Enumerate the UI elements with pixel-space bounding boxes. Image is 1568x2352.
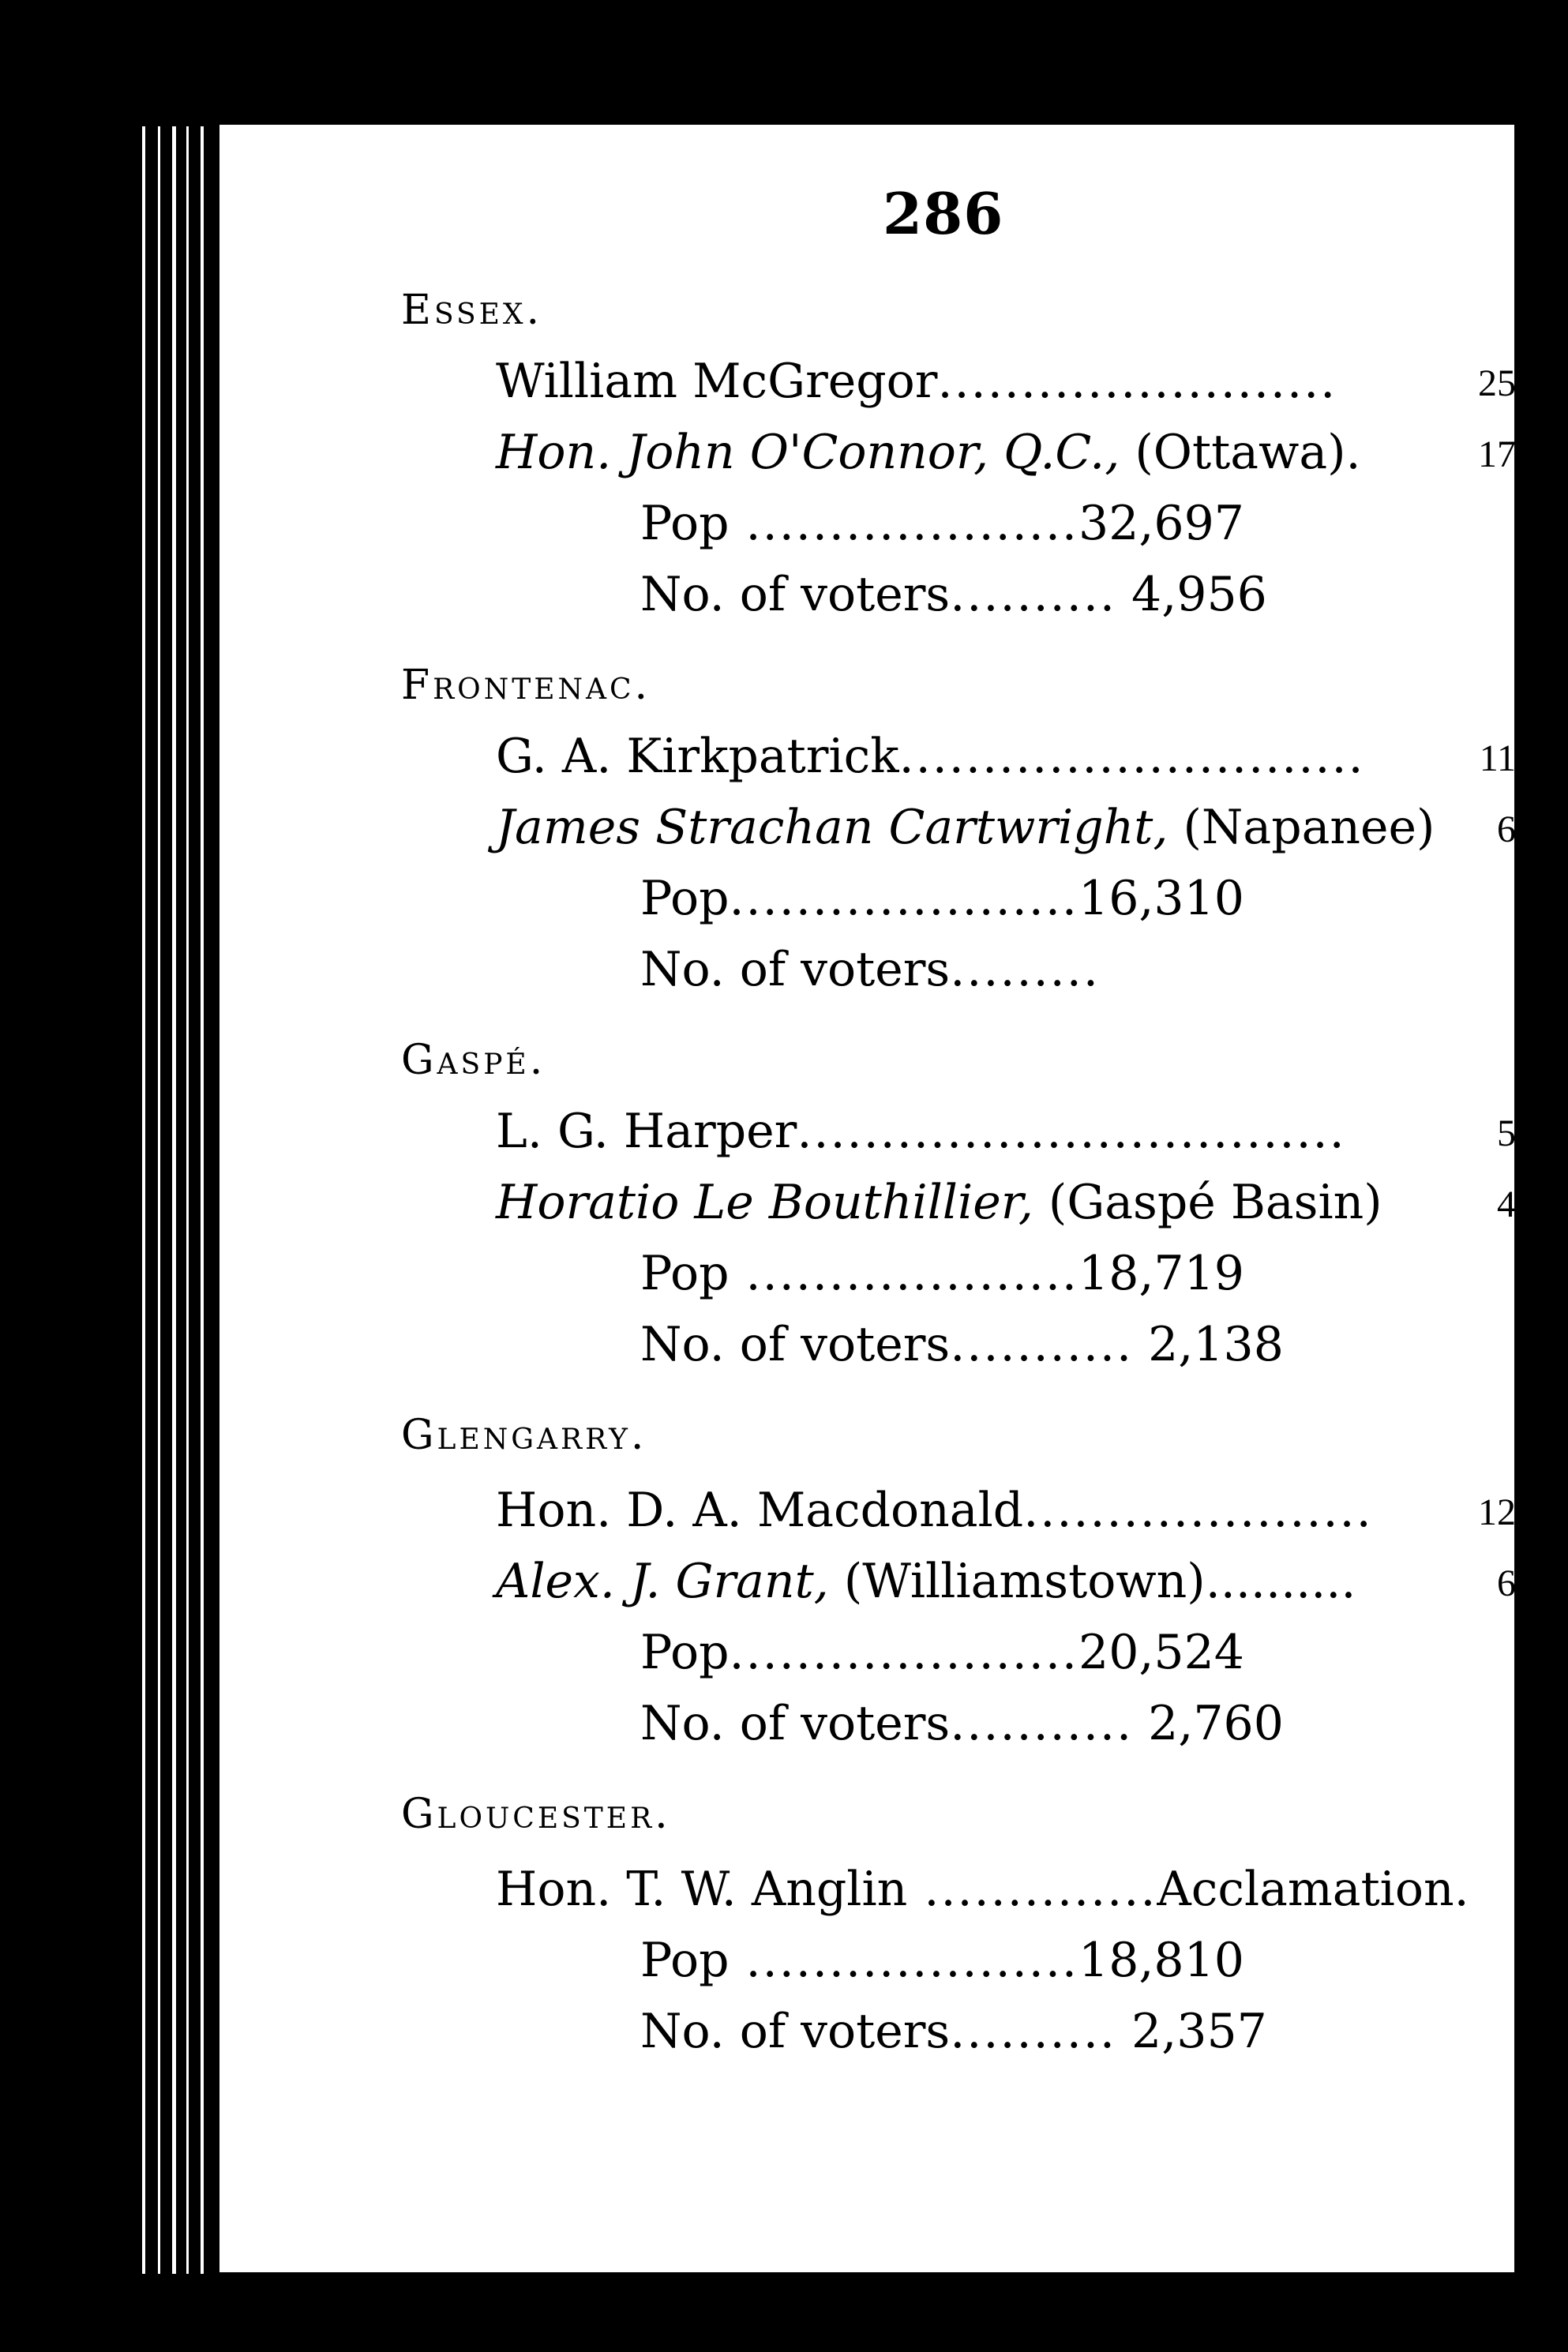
candidate-row xyxy=(496,1862,1554,1917)
leader-dots: ..................... xyxy=(729,1625,1079,1680)
voters-label: No. of voters xyxy=(640,2004,951,2059)
voters-row xyxy=(640,942,1430,997)
pop-label: Pop xyxy=(640,496,730,551)
candidate-name: William McGregor xyxy=(496,354,938,409)
candidate-name: James Strachan Cartwright, xyxy=(496,800,1168,855)
leader-dots: ........... xyxy=(950,1696,1134,1751)
candidate-name: G. A. Kirkpatrick xyxy=(496,729,899,784)
voters-value: 4,956 xyxy=(1116,567,1267,622)
leader-dots: .......... xyxy=(950,2004,1116,2059)
leader-dots: ......... xyxy=(950,942,1100,997)
leader-dots: ........................ xyxy=(937,354,1337,409)
candidate-place: (Napanee) xyxy=(1168,800,1435,855)
vote-count: 1763 xyxy=(1478,433,1554,475)
pop-label: Pop xyxy=(640,1933,730,1988)
voters-label: No. of voters xyxy=(640,567,951,622)
population-row xyxy=(640,1933,1430,1988)
population-row xyxy=(640,496,1430,551)
book-edge xyxy=(134,126,213,2274)
section-title-glengarry: Glengarry. xyxy=(401,1412,647,1459)
pop-value: 20,524 xyxy=(1078,1625,1244,1680)
vote-count: 696 xyxy=(1497,808,1554,850)
voters-value: 2,138 xyxy=(1133,1317,1284,1372)
candidate-row xyxy=(496,425,1554,480)
leader-dots: .................... xyxy=(729,496,1079,551)
candidate-place: (Gaspé Basin) xyxy=(1033,1175,1382,1230)
vote-count: 1288 xyxy=(1478,1491,1554,1533)
voters-row xyxy=(640,1696,1430,1751)
leader-dots: .............. xyxy=(907,1862,1157,1917)
candidate-row xyxy=(496,354,1554,409)
vote-count: 1172 xyxy=(1479,737,1554,779)
pop-label: Pop xyxy=(640,871,730,926)
candidate-row xyxy=(496,800,1554,855)
voters-row xyxy=(640,567,1430,622)
section-title-gloucester: Gloucester. xyxy=(401,1791,671,1838)
vote-count: 612 xyxy=(1497,1562,1554,1604)
voters-row xyxy=(640,1317,1430,1372)
voters-value: 2,357 xyxy=(1116,2004,1267,2059)
population-row xyxy=(640,1625,1430,1680)
candidate-name: Hon. D. A. Macdonald xyxy=(496,1483,1024,1538)
candidate-row xyxy=(496,729,1554,784)
pop-label: Pop xyxy=(640,1246,730,1301)
leader-dots: ............................ xyxy=(898,729,1365,784)
vote-count: 2508 xyxy=(1478,362,1554,404)
candidate-row xyxy=(496,1104,1554,1159)
leader-dots: .......... xyxy=(950,567,1116,622)
section-title-frontenac: Frontenac. xyxy=(401,662,651,709)
pop-value: 16,310 xyxy=(1078,871,1244,926)
section-title-essex: Essex. xyxy=(401,287,543,334)
population-row xyxy=(640,1246,1430,1301)
voters-label: No. of voters xyxy=(640,1317,951,1372)
candidate-place: (Ottawa). xyxy=(1120,425,1361,480)
leader-dots: ........... xyxy=(950,1317,1134,1372)
pop-value: 18,719 xyxy=(1078,1246,1244,1301)
voters-row xyxy=(640,2004,1430,2059)
leader-dots: ..................... xyxy=(729,871,1079,926)
candidate-name: Horatio Le Bouthillier, xyxy=(496,1175,1033,1230)
leader-dots: .................... xyxy=(729,1246,1079,1301)
section-title-gaspe: Gaspé. xyxy=(401,1037,546,1084)
vote-count: 499 xyxy=(1497,1184,1554,1225)
pop-value: 32,697 xyxy=(1078,496,1244,551)
acclamation-text: Acclamation. xyxy=(1157,1862,1469,1917)
pop-value: 18,810 xyxy=(1078,1933,1244,1988)
population-row xyxy=(640,871,1430,926)
candidate-row xyxy=(496,1483,1554,1538)
voters-label: No. of voters xyxy=(640,1696,951,1751)
leader-dots: ................................. xyxy=(797,1104,1346,1159)
leader-dots: .................... xyxy=(729,1933,1079,1988)
candidate-row xyxy=(496,1175,1554,1230)
book-page xyxy=(219,125,1554,2272)
vote-count: 542 xyxy=(1497,1112,1554,1154)
page-number: 286 xyxy=(883,180,1004,247)
candidate-name: Hon. T. W. Anglin xyxy=(496,1862,908,1917)
voters-label: No. of voters xyxy=(640,942,951,997)
candidate-name: L. G. Harper xyxy=(496,1104,797,1159)
voters-value: 2,760 xyxy=(1133,1696,1284,1751)
candidate-place: (Williamstown).......... xyxy=(828,1554,1356,1609)
pop-label: Pop xyxy=(640,1625,730,1680)
candidate-name: Hon. John O'Connor, Q.C., xyxy=(496,425,1120,480)
candidate-name: Alex. J. Grant, xyxy=(496,1554,829,1609)
candidate-row xyxy=(496,1554,1554,1609)
leader-dots: ..................... xyxy=(1023,1483,1373,1538)
